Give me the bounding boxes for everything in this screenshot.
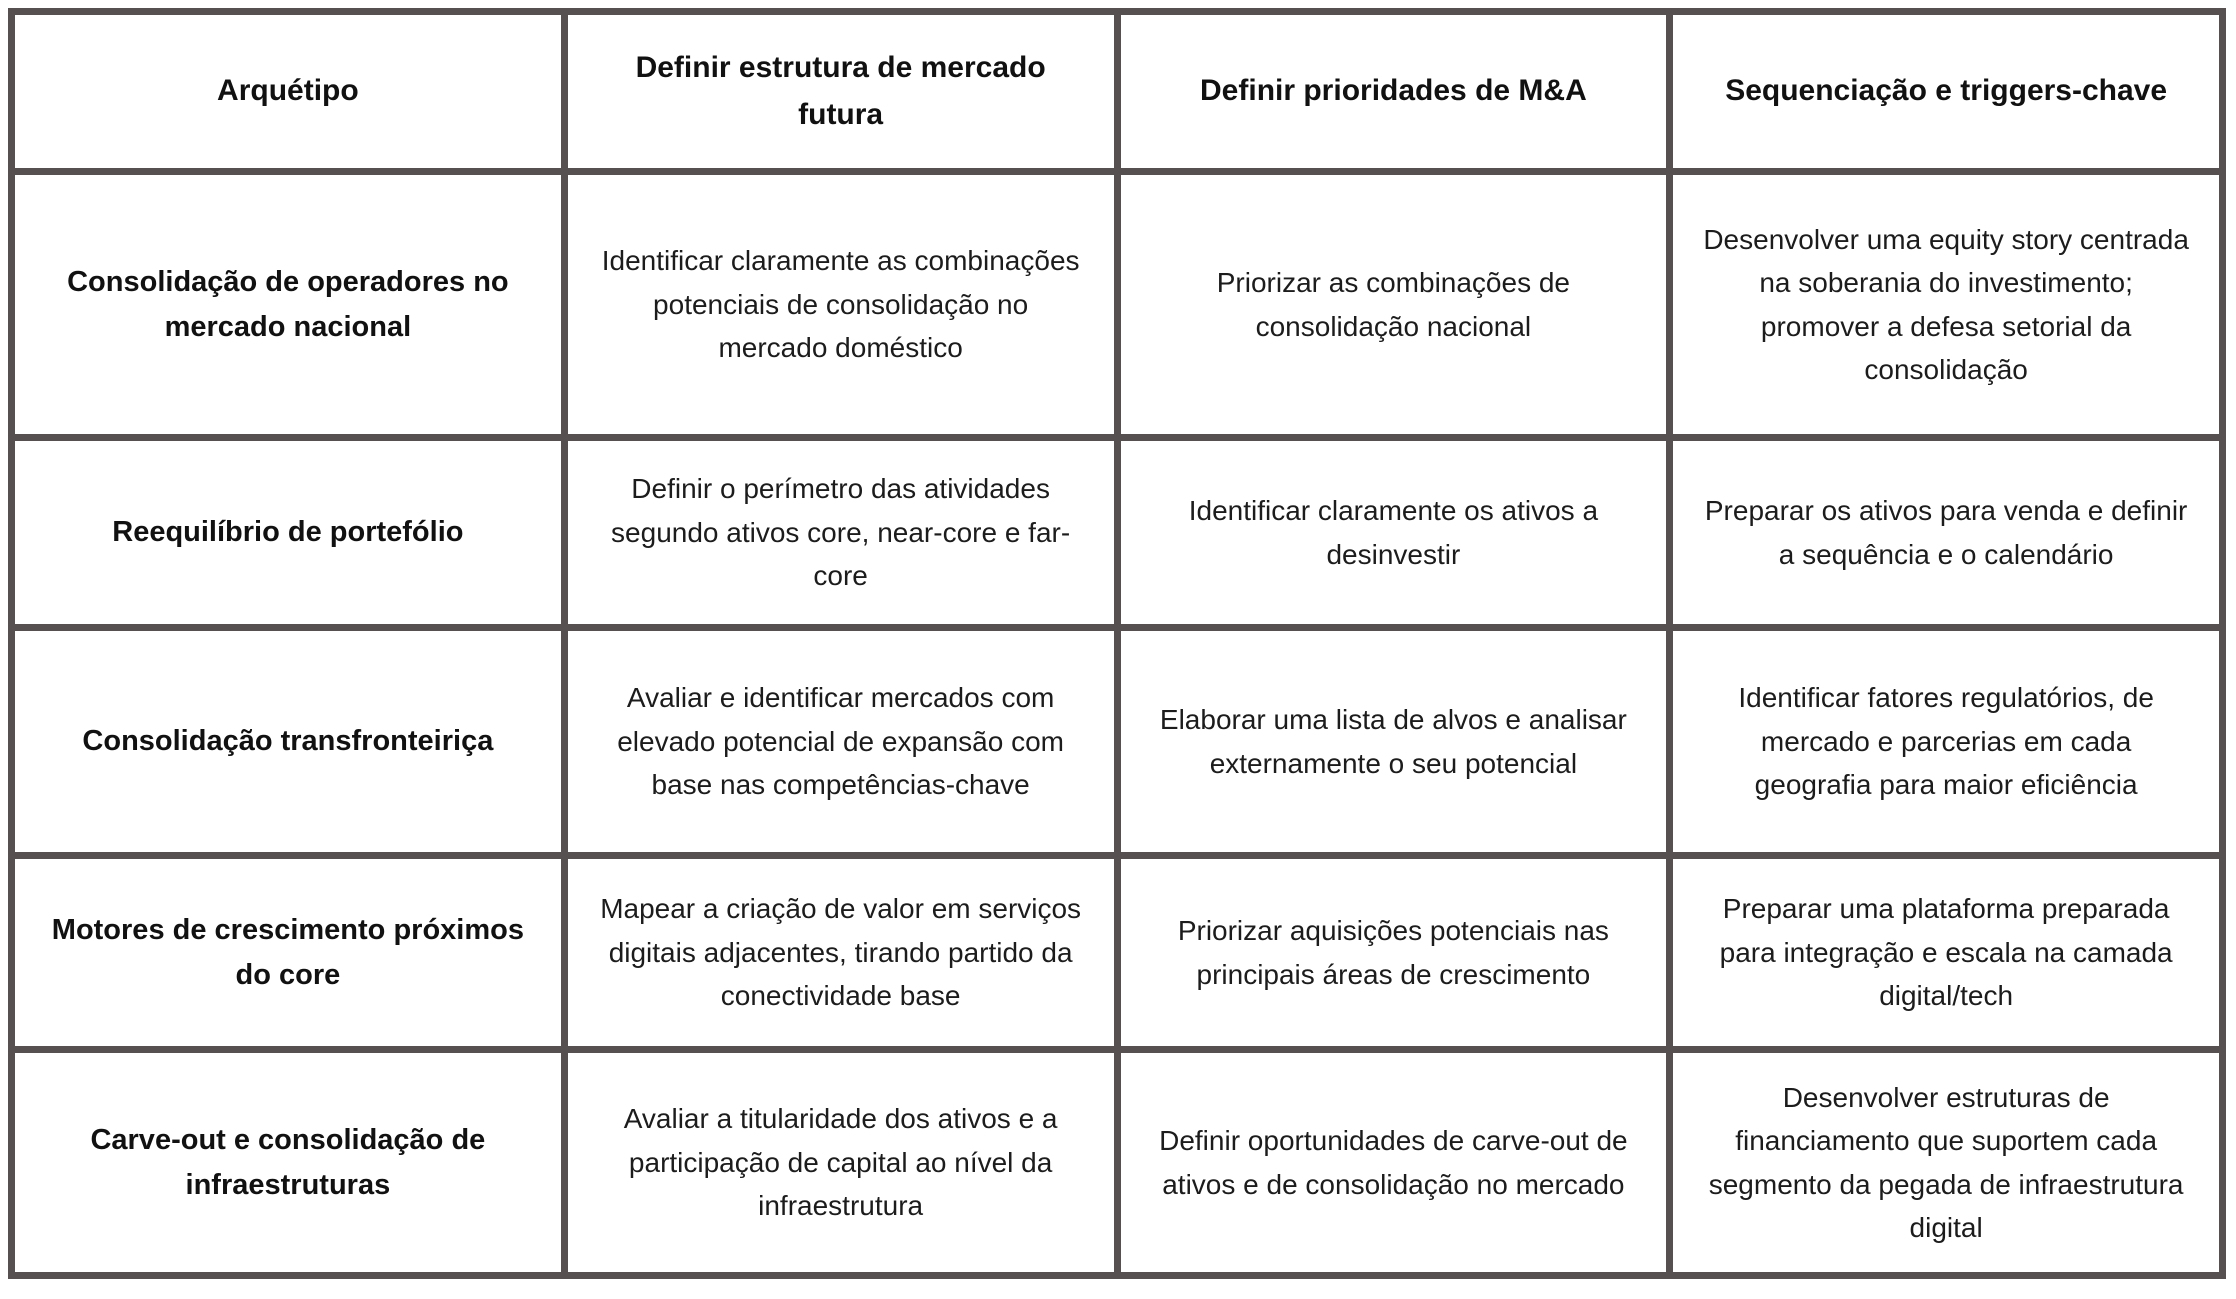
table-row bbox=[12, 628, 2223, 856]
table-row bbox=[12, 856, 2223, 1050]
table-cell: Identificar claramente os ativos a desinvestir bbox=[1117, 438, 1670, 628]
table-row bbox=[12, 1050, 2223, 1276]
table-cell: Preparar uma plataforma preparada para integração e escala na camada digital/tech bbox=[1670, 856, 2223, 1050]
table-cell: Elaborar uma lista de alvos e analisar externamente o seu potencial bbox=[1117, 628, 1670, 856]
table-cell: Avaliar a titularidade dos ativos e a participação de capital ao nível da infraestrutura bbox=[564, 1050, 1117, 1276]
table-cell: Identificar fatores regulatórios, de mercado e parcerias em cada geografia para maior eficiência bbox=[1670, 628, 2223, 856]
table-cell: Mapear a criação de valor em serviços digitais adjacentes, tirando partido da conectividade base bbox=[564, 856, 1117, 1050]
table-row bbox=[12, 438, 2223, 628]
table-cell: Preparar os ativos para venda e definir a sequência e o calendário bbox=[1670, 438, 2223, 628]
archetype-matrix-table bbox=[8, 8, 2226, 1279]
column-header-archetype: Arquétipo bbox=[12, 12, 565, 172]
column-header-ma-priorities: Definir prioridades de M&A bbox=[1117, 12, 1670, 172]
table-cell: Identificar claramente as combinações potenciais de consolidação no mercado doméstico bbox=[564, 172, 1117, 438]
header-row bbox=[12, 12, 2223, 172]
row-header-cell: Consolidação transfronteiriça bbox=[12, 628, 565, 856]
table-cell: Desenvolver uma equity story centrada na soberania do investimento; promover a defesa setorial da consolidação bbox=[1670, 172, 2223, 438]
table-cell: Priorizar aquisições potenciais nas principais áreas de crescimento bbox=[1117, 856, 1670, 1050]
table-cell: Desenvolver estruturas de financiamento que suportem cada segmento da pegada de infraestrutura digital bbox=[1670, 1050, 2223, 1276]
table-cell: Avaliar e identificar mercados com elevado potencial de expansão com base nas competências-chave bbox=[564, 628, 1117, 856]
row-header-cell: Motores de crescimento próximos do core bbox=[12, 856, 565, 1050]
table-cell: Definir o perímetro das atividades segundo ativos core, near-core e far-core bbox=[564, 438, 1117, 628]
table-cell: Priorizar as combinações de consolidação nacional bbox=[1117, 172, 1670, 438]
row-header-cell: Consolidação de operadores no mercado nacional bbox=[12, 172, 565, 438]
table-cell: Definir oportunidades de carve-out de ativos e de consolidação no mercado bbox=[1117, 1050, 1670, 1276]
table-row bbox=[12, 172, 2223, 438]
column-header-sequencing: Sequenciação e triggers-chave bbox=[1670, 12, 2223, 172]
row-header-cell: Carve-out e consolidação de infraestruturas bbox=[12, 1050, 565, 1276]
column-header-market-structure: Definir estrutura de mercado futura bbox=[564, 12, 1117, 172]
row-header-cell: Reequilíbrio de portefólio bbox=[12, 438, 565, 628]
